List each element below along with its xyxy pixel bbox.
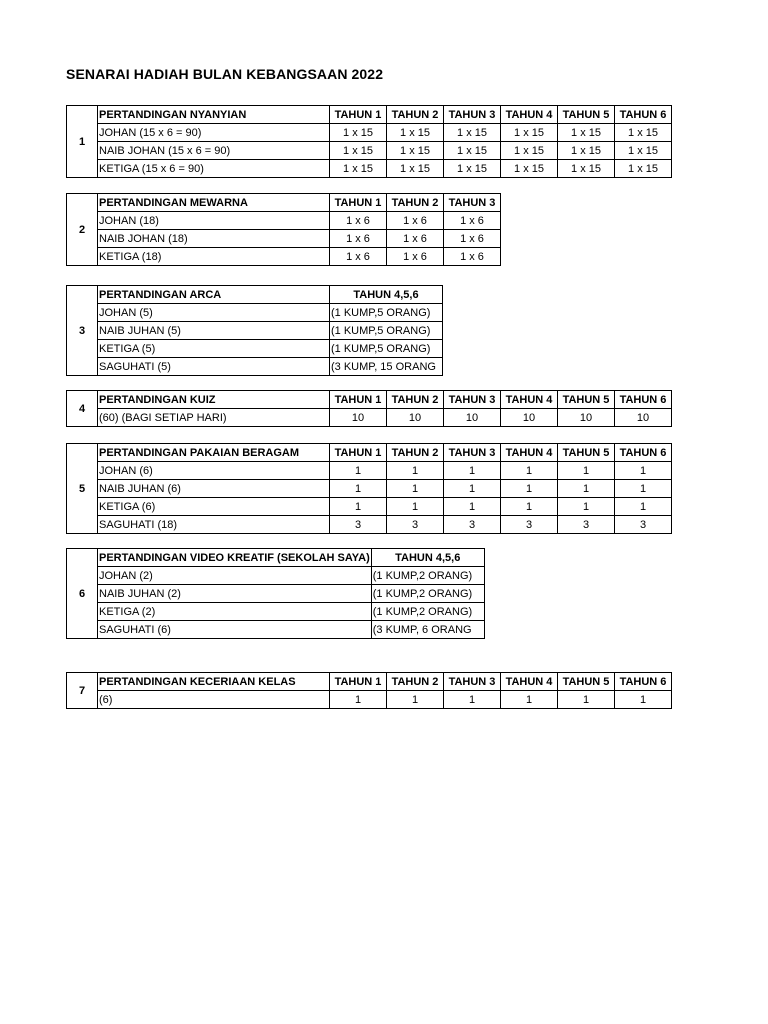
table-row [67,603,485,621]
table-cell: 1 x 6 [330,212,387,230]
table-row [67,516,672,534]
table-cell: (1 KUMP,5 ORANG) [330,322,443,340]
table-cell: 1 [615,498,672,516]
column-header: TAHUN 6 [615,391,672,409]
column-header: TAHUN 3 [444,673,501,691]
section-heading: PERTANDINGAN KECERIAAN KELAS [98,673,330,691]
table-cell: (3 KUMP, 6 ORANG [371,621,484,639]
column-header: TAHUN 4 [501,673,558,691]
section-heading: PERTANDINGAN ARCA [98,286,330,304]
column-header: TAHUN 1 [330,444,387,462]
row-label: NAIB JOHAN (15 x 6 = 90) [98,142,330,160]
column-header: TAHUN 1 [330,106,387,124]
table-row [67,498,672,516]
column-header: TAHUN 2 [387,391,444,409]
table-cell: 3 [558,516,615,534]
table-cell: 1 [387,480,444,498]
table-cell: 10 [615,409,672,427]
table-cell: 1 x 15 [615,160,672,178]
section-heading: PERTANDINGAN PAKAIAN BERAGAM [98,444,330,462]
table-cell: 1 [615,480,672,498]
table-cell: 1 [387,691,444,709]
table-cell: 3 [615,516,672,534]
table-row [67,212,501,230]
row-label: NAIB JUHAN (5) [98,322,330,340]
table-cell: 1 x 15 [444,160,501,178]
table-cell: 1 [330,462,387,480]
column-header: TAHUN 5 [558,444,615,462]
table-cell: 1 [387,498,444,516]
table-cell: 10 [558,409,615,427]
section-1-table [66,105,672,178]
section-3-table [66,285,443,376]
section-heading: PERTANDINGAN VIDEO KREATIF (SEKOLAH SAYA) [98,549,372,567]
table-row [67,340,443,358]
column-header: TAHUN 3 [444,444,501,462]
row-label: (60) (BAGI SETIAP HARI) [98,409,330,427]
column-header: TAHUN 5 [558,106,615,124]
section-2-table [66,193,501,266]
table-cell: 1 x 15 [501,142,558,160]
column-header: TAHUN 5 [558,673,615,691]
section-heading: PERTANDINGAN NYANYIAN [98,106,330,124]
column-header: TAHUN 1 [330,391,387,409]
table-row [67,691,672,709]
table-row [67,567,485,585]
row-label: NAIB JUHAN (6) [98,480,330,498]
table-cell: 1 x 15 [558,124,615,142]
table-cell: 1 [501,498,558,516]
row-label: SAGUHATI (6) [98,621,372,639]
section-number: 2 [67,194,98,266]
table-row [67,160,672,178]
table-cell: 1 [444,462,501,480]
column-header: TAHUN 4 [501,391,558,409]
column-header: TAHUN 3 [444,106,501,124]
column-header: TAHUN 2 [387,106,444,124]
row-label: KETIGA (6) [98,498,330,516]
table-cell: 10 [501,409,558,427]
table-cell: (1 KUMP,2 ORANG) [371,585,484,603]
column-header: TAHUN 6 [615,673,672,691]
section-7-table [66,672,672,709]
table-cell: 1 x 15 [387,124,444,142]
column-header: TAHUN 3 [444,194,501,212]
column-header: TAHUN 4 [501,444,558,462]
table-cell: 1 [387,462,444,480]
table-row [67,124,672,142]
table-cell: 1 [444,480,501,498]
table-cell: 10 [444,409,501,427]
table-cell: 1 [444,498,501,516]
table-cell: (1 KUMP,2 ORANG) [371,567,484,585]
row-label: JOHAN (15 x 6 = 90) [98,124,330,142]
row-label: KETIGA (5) [98,340,330,358]
row-label: KETIGA (15 x 6 = 90) [98,160,330,178]
table-cell: 1 [558,498,615,516]
table-cell: 1 x 6 [330,248,387,266]
table-row [67,142,672,160]
table-cell: 1 x 15 [501,124,558,142]
column-header: TAHUN 6 [615,444,672,462]
table-cell: 1 x 6 [444,212,501,230]
section-number: 7 [67,673,98,709]
row-label: KETIGA (18) [98,248,330,266]
table-cell: 3 [330,516,387,534]
table-cell: 1 x 6 [444,248,501,266]
column-header: TAHUN 2 [387,194,444,212]
table-cell: 1 x 15 [444,124,501,142]
page-title: SENARAI HADIAH BULAN KEBANGSAAN 2022 [66,66,384,82]
section-number: 1 [67,106,98,178]
table-cell: 1 x 15 [444,142,501,160]
column-header: TAHUN 5 [558,391,615,409]
table-cell: 1 x 15 [387,142,444,160]
table-cell: 3 [501,516,558,534]
table-cell: 1 [501,462,558,480]
table-cell: 1 x 15 [501,160,558,178]
table-cell: 1 [558,691,615,709]
table-cell: 1 x 6 [387,212,444,230]
table-row [67,621,485,639]
section-number: 6 [67,549,98,639]
table-cell: 1 [558,480,615,498]
section-6-table [66,548,485,639]
table-cell: 1 x 15 [615,124,672,142]
table-cell: 1 [501,480,558,498]
table-cell: 1 x 6 [330,230,387,248]
table-cell: 1 x 15 [558,142,615,160]
table-row [67,230,501,248]
column-header: TAHUN 4,5,6 [330,286,443,304]
row-label: NAIB JOHAN (18) [98,230,330,248]
column-header: TAHUN 6 [615,106,672,124]
section-5-table [66,443,672,534]
table-cell: 1 x 6 [387,230,444,248]
table-cell: 3 [444,516,501,534]
column-header: TAHUN 1 [330,673,387,691]
row-label: SAGUHATI (5) [98,358,330,376]
table-cell: (1 KUMP,2 ORANG) [371,603,484,621]
table-cell: 1 x 15 [387,160,444,178]
table-row [67,585,485,603]
column-header: TAHUN 4,5,6 [371,549,484,567]
table-cell: (1 KUMP,5 ORANG) [330,304,443,322]
table-cell: 10 [387,409,444,427]
table-cell: 1 x 6 [444,230,501,248]
row-label: (6) [98,691,330,709]
table-cell: 1 [501,691,558,709]
section-number: 4 [67,391,98,427]
section-heading: PERTANDINGAN KUIZ [98,391,330,409]
table-cell: 1 [330,498,387,516]
table-row [67,248,501,266]
row-label: JOHAN (2) [98,567,372,585]
table-cell: 1 x 6 [387,248,444,266]
table-cell: 10 [330,409,387,427]
table-cell: 1 [615,691,672,709]
table-cell: 1 [615,462,672,480]
table-cell: 1 [558,462,615,480]
table-row [67,322,443,340]
column-header: TAHUN 4 [501,106,558,124]
table-row [67,462,672,480]
table-cell: 1 x 15 [330,124,387,142]
section-number: 3 [67,286,98,376]
table-cell: 1 [444,691,501,709]
column-header: TAHUN 3 [444,391,501,409]
table-cell: 1 x 15 [330,142,387,160]
table-cell: (1 KUMP,5 ORANG) [330,340,443,358]
table-row [67,304,443,322]
row-label: SAGUHATI (18) [98,516,330,534]
table-cell: (3 KUMP, 15 ORANG [330,358,443,376]
section-number: 5 [67,444,98,534]
table-cell: 1 x 15 [330,160,387,178]
table-cell: 1 [330,480,387,498]
section-4-table [66,390,672,427]
table-cell: 1 x 15 [558,160,615,178]
table-row [67,480,672,498]
table-cell: 1 [330,691,387,709]
section-heading: PERTANDINGAN MEWARNA [98,194,330,212]
table-row [67,358,443,376]
row-label: KETIGA (2) [98,603,372,621]
row-label: JOHAN (5) [98,304,330,322]
row-label: JOHAN (18) [98,212,330,230]
row-label: JOHAN (6) [98,462,330,480]
row-label: NAIB JUHAN (2) [98,585,372,603]
table-cell: 1 x 15 [615,142,672,160]
column-header: TAHUN 1 [330,194,387,212]
table-row [67,409,672,427]
column-header: TAHUN 2 [387,444,444,462]
table-cell: 3 [387,516,444,534]
column-header: TAHUN 2 [387,673,444,691]
